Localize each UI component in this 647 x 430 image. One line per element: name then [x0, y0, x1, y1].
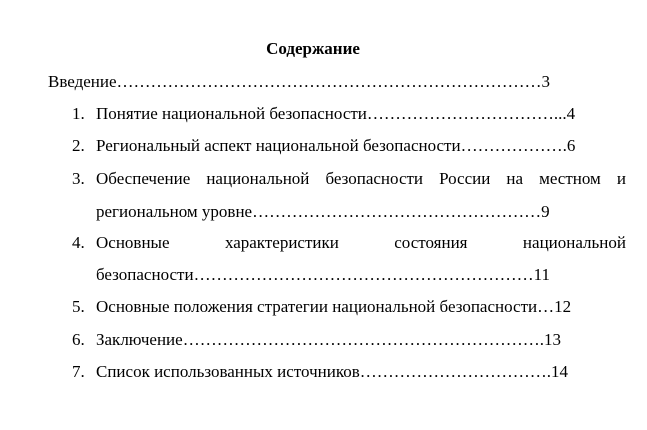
toc-item-number: 5.	[72, 297, 85, 316]
toc-word: состояния	[394, 233, 468, 252]
toc-word: национальной	[206, 169, 310, 188]
toc-item-number: 3.	[72, 169, 85, 188]
toc-word: России	[439, 169, 491, 188]
toc-item-text-continuation: региональном уровне……………………………………………9	[96, 202, 550, 221]
toc-item-text: Основные положения стратегии национальной безопасности…12	[96, 297, 572, 316]
toc-item-text-justified	[96, 232, 626, 254]
toc-entry-intro: Введение…………………………………………………………………3	[48, 72, 551, 91]
toc-item-text: Заключение……………………………………………………….13	[96, 330, 561, 349]
toc-item-text: Список использованных источников…………………………….14	[96, 362, 568, 381]
toc-item-number: 4.	[72, 233, 85, 252]
toc-word: национальной	[522, 233, 626, 252]
toc-title: Содержание	[266, 39, 360, 58]
toc-word: Обеспечение	[96, 169, 191, 188]
toc-item-number: 6.	[72, 330, 85, 349]
toc-item-number: 7.	[72, 362, 85, 381]
toc-item-text-justified	[96, 168, 626, 190]
toc-word: местном	[539, 169, 601, 188]
toc-item-text-continuation: безопасности……………………………………………………11	[96, 265, 550, 284]
toc-item-number: 1.	[72, 104, 85, 123]
toc-word: характеристики	[224, 233, 339, 252]
toc-word: Основные	[96, 233, 170, 252]
toc-item-text: Понятие национальной безопасности……………………………...4	[96, 104, 576, 123]
toc-item-number: 2.	[72, 136, 85, 155]
toc-word: и	[616, 169, 626, 188]
toc-word: безопасности	[325, 169, 424, 188]
toc-word: на	[506, 169, 524, 188]
toc-item-text: Региональный аспект национальной безопасности……………….6	[96, 136, 576, 155]
